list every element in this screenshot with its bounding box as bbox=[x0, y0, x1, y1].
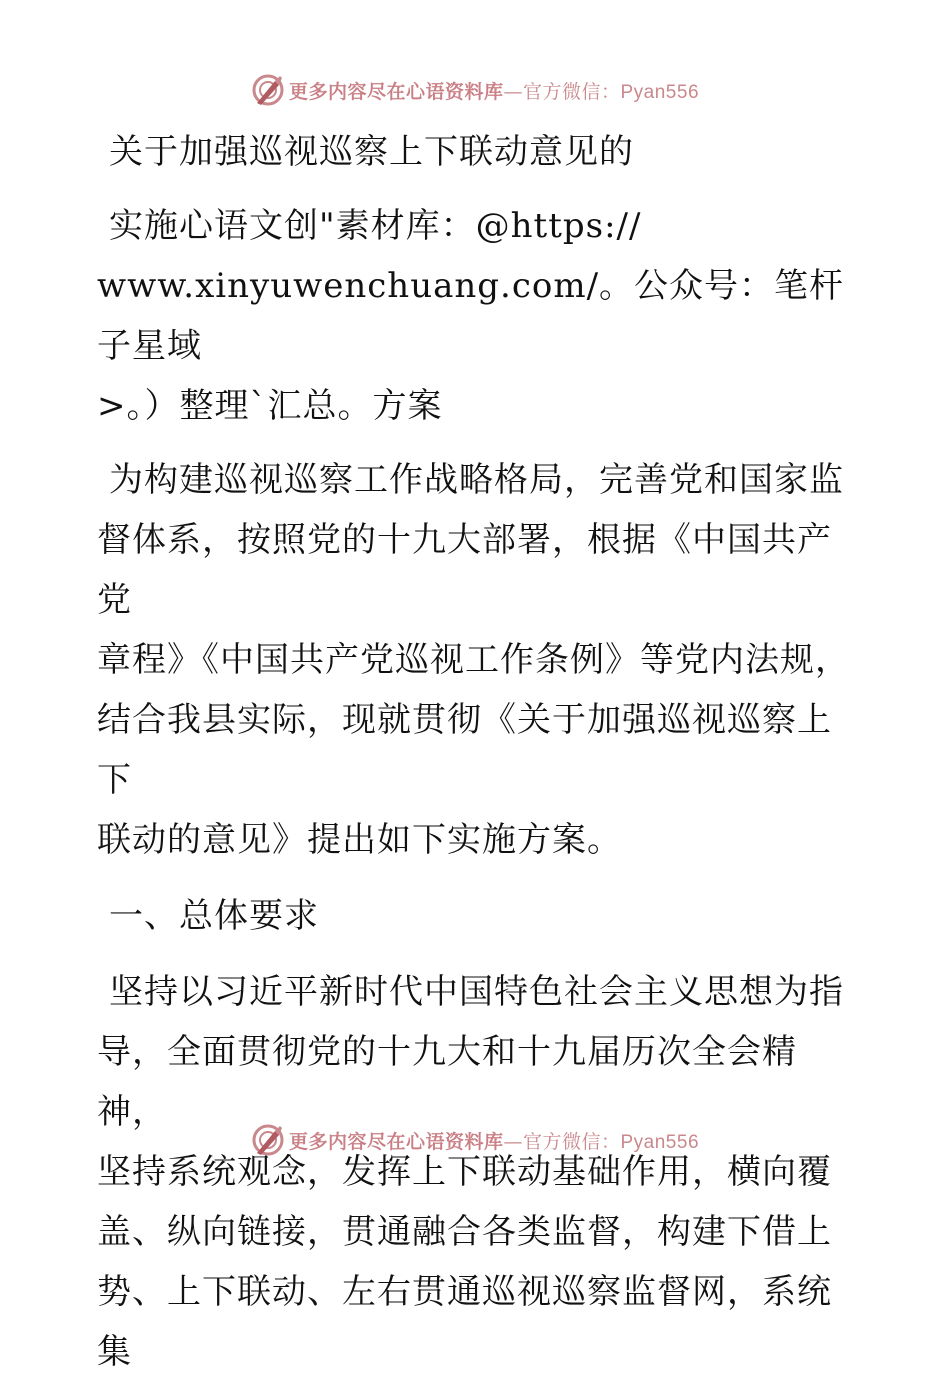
intro-line: 结合我县实际，现就贯彻《关于加强巡视巡察上下 bbox=[97, 700, 832, 800]
intro-paragraph bbox=[97, 450, 857, 870]
section-heading: 一、总体要求 bbox=[109, 896, 319, 936]
banner-dash: — bbox=[503, 80, 523, 103]
section-line: 导，全面贯彻党的十九大和十九届历次全会精神， bbox=[97, 1032, 797, 1132]
footer-banner bbox=[0, 1120, 950, 1160]
document-body bbox=[97, 122, 857, 1382]
banner-account: Pyan556 bbox=[620, 81, 700, 103]
section-line: 势、上下联动、左右贯通巡视巡察监督网，系统集 bbox=[97, 1272, 832, 1372]
banner-dash: — bbox=[503, 1130, 523, 1153]
banner-account: Pyan556 bbox=[620, 1131, 700, 1153]
doc-title-line-4: >。）整理`汇总。方案 bbox=[97, 386, 443, 426]
banner-brand: 更多内容尽在心语资料库 bbox=[288, 80, 504, 103]
pen-logo-icon bbox=[251, 73, 285, 107]
intro-line: 为构建巡视巡察工作战略格局，完善党和国家监 bbox=[109, 460, 844, 500]
section-line: 盖、纵向链接，贯通融合各类监督，构建下借上 bbox=[97, 1212, 832, 1252]
banner-channel: 官方微信： bbox=[522, 80, 621, 103]
doc-title-line-2: 实施心语文创"素材库：@https:// bbox=[109, 206, 642, 246]
banner-channel: 官方微信： bbox=[522, 1130, 621, 1153]
section-line: 坚持以习近平新时代中国特色社会主义思想为指 bbox=[109, 972, 844, 1012]
section-line: 坚持系统观念，发挥上下联动基础作用，横向覆 bbox=[97, 1152, 832, 1192]
section-paragraph bbox=[97, 962, 857, 1382]
banner-text bbox=[289, 1127, 699, 1154]
banner-brand: 更多内容尽在心语资料库 bbox=[288, 1130, 504, 1153]
doc-title-line-3: www.xinyuwenchuang.com/。公众号：笔杆子星域 bbox=[97, 266, 845, 366]
header-banner bbox=[0, 70, 950, 110]
intro-line: 联动的意见》提出如下实施方案。 bbox=[97, 820, 622, 860]
intro-line: 督体系，按照党的十九大部署，根据《中国共产党 bbox=[97, 520, 832, 620]
doc-title-line-1: 关于加强巡视巡察上下联动意见的 bbox=[109, 132, 634, 172]
intro-line: 章程》《中国共产党巡视工作条例》等党内法规， bbox=[97, 640, 850, 680]
pen-logo-icon bbox=[251, 1123, 285, 1157]
banner-text bbox=[289, 77, 699, 104]
